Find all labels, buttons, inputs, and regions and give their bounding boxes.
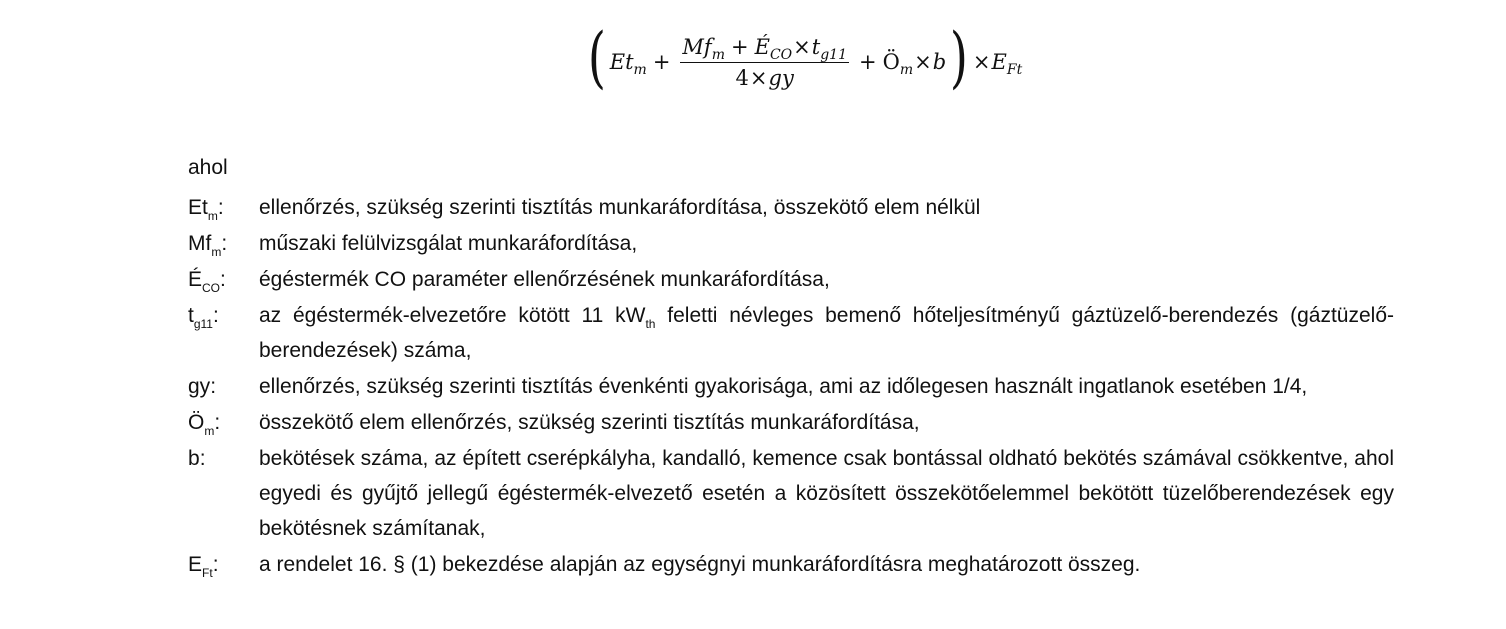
formula-close-paren: ) [950,19,969,96]
definition-list [188,190,1394,583]
definition-row [188,547,1394,582]
formula-numerator [680,35,849,63]
definition-row [188,226,1394,261]
formula-plus: + [730,34,749,59]
intro-text: ahol [188,156,228,179]
formula-b: b [932,50,947,74]
definition-symbol [188,190,259,225]
symbol-colon: : [221,232,228,255]
symbol-base: Et [188,196,208,219]
definition-text: égéstermék CO paraméter ellenőrzésének munkaráfordítása, [259,268,830,291]
definition-row [188,262,1394,297]
definition-symbol [188,547,259,582]
formula-eco-sub: CO [769,46,793,63]
symbol-base: E [188,553,203,576]
symbol-colon: : [220,268,226,291]
definition-text: a rendelet 16. § (1) bekezdése alapján az egységnyi munkaráfordításra meghatározott összeg. [259,553,1141,576]
formula-om: Ö [882,50,900,74]
symbol-subscript: m [204,424,215,438]
symbol-base: b [188,447,200,470]
definition-symbol [188,405,259,440]
definition-row [188,441,1394,546]
symbol-colon: : [214,411,221,434]
symbol-colon: : [210,375,217,398]
formula-den-four: 4 [735,65,749,90]
symbol-colon: : [199,447,206,470]
definition-symbol [188,226,259,261]
formula-et-sub: m [633,62,647,78]
definition-text: műszaki felülvizsgálat munkaráfordítása, [259,232,638,255]
symbol-base: É [188,268,203,291]
formula-times: × [914,50,932,74]
symbol-subscript: g11 [193,317,213,331]
formula-times: × [972,50,991,74]
formula-term-eft [991,50,1023,78]
formula-eft: E [991,50,1007,74]
formula-open-paren: ( [587,19,606,96]
definition-text: ellenőrzés, szükség szerinti tisztítás évenkénti gyakorisága, ami az időlegesen használt ingatlanok esetében 1/4, [259,375,1308,398]
formula-fraction [680,35,849,90]
definition-text-part: az égéstermék-elvezetőre kötött 11 kW [259,304,646,327]
formula-term-et [609,50,647,78]
definition-row [188,190,1394,225]
symbol-base: gy [188,375,211,398]
definition-symbol [188,441,259,546]
symbol-subscript: Ft [202,566,213,580]
symbol-subscript: CO [202,281,221,295]
formula-om-sub: m [899,62,914,78]
fee-formula [584,19,1023,100]
symbol-subscript: m [207,209,218,223]
unit-subscript: th [645,317,656,331]
formula-tg: t [811,34,821,59]
symbol-subscript: m [211,245,222,259]
formula-tg-sub: g11 [820,46,847,63]
definition-text-part: feletti névleges bemenő hőteljesítményű gáztüzelő-berendezés (gáztüzelő-berendezések) száma, [259,304,1394,362]
symbol-colon: : [212,553,219,576]
definition-row [188,405,1394,440]
definition-symbol [188,262,259,297]
formula-mf: Mf [682,34,712,59]
formula-eco: É [754,34,770,59]
symbol-base: Ö [188,411,205,434]
definition-row [188,369,1394,404]
formula-plus: + [652,50,671,74]
formula-eft-sub: Ft [1006,62,1023,78]
symbol-colon: : [212,304,219,327]
definition-text: összekötő elem ellenőrzés, szükség szerinti tisztítás munkaráfordítása, [259,411,920,434]
formula-denominator [736,63,794,90]
formula-den-gy: gy [768,65,794,90]
symbol-colon: : [217,196,224,219]
formula-term-om [882,50,914,78]
definition-text [259,298,1394,368]
definition-symbol [188,369,259,404]
formula-times: × [793,34,811,59]
formula-plus: + [858,50,877,74]
symbol-base: Mf [188,232,212,255]
formula-times: × [749,65,768,90]
definition-text: ellenőrzés, szükség szerinti tisztítás munkaráfordítása, összekötő elem nélkül [259,196,981,219]
definition-text: bekötések száma, az épített cserépkályha, kandalló, kemence csak bontással oldható bekötés számával csökkentve, ahol egyedi és gyűjtő jellegű égéstermék-elvezető esetén a közösített összekötőelemmel bekötött tüzelőberendezések egy bekötésnek számítanak, [259,447,1394,540]
formula-mf-sub: m [711,46,725,63]
formula-et: Et [609,50,634,74]
definition-symbol [188,298,259,368]
symbol-base: t [188,304,194,327]
definition-row [188,298,1394,368]
